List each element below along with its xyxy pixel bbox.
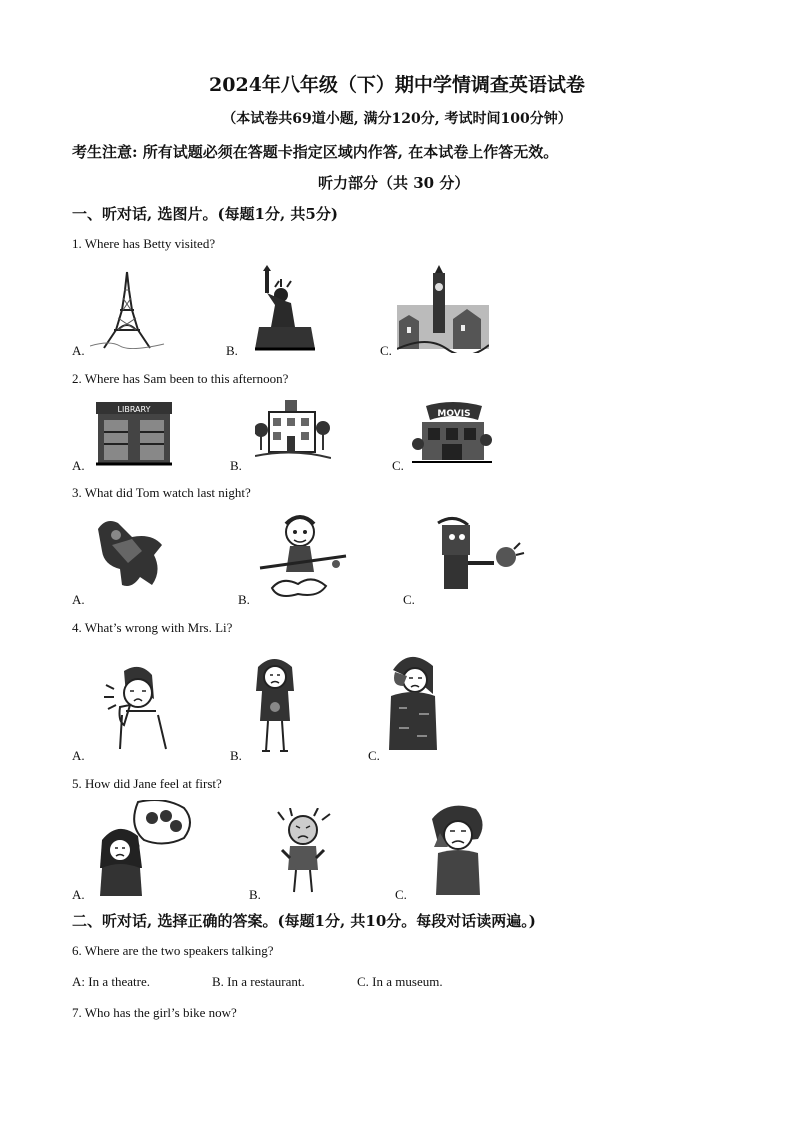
eiffel-tower-icon: [90, 270, 165, 350]
angry-girl-icon: [272, 808, 334, 894]
q4-option-c: C.: [368, 748, 380, 763]
q2-option-c: C.: [392, 458, 404, 473]
q3-option-c: C.: [403, 592, 415, 607]
library-icon: [96, 402, 172, 466]
q6-option-b: B. In a restaurant.: [212, 974, 305, 989]
question-1: 1. Where has Betty visited?: [72, 236, 216, 251]
q1-option-c: C.: [380, 343, 392, 358]
exam-notice: 考生注意: 所有试题必须在答题卡指定区域内作答, 在本试卷上作答无效。: [72, 143, 559, 161]
q6-option-a: A: In a theatre.: [72, 974, 150, 989]
q3-option-b: B.: [238, 592, 250, 607]
q6-option-c: C. In a museum.: [357, 974, 443, 989]
question-4: 4. What’s wrong with Mrs. Li?: [72, 620, 233, 635]
q5-option-c: C.: [395, 887, 407, 902]
q4-option-b: B.: [230, 748, 242, 763]
question-5: 5. How did Jane feel at first?: [72, 776, 222, 791]
q1-option-a: A.: [72, 343, 85, 358]
q3-option-a: A.: [72, 592, 85, 607]
q4-option-a: A.: [72, 748, 85, 763]
cartoon-character-icon: [428, 513, 528, 593]
monkey-king-icon: [258, 510, 348, 600]
page-title: 2024年八年级（下）期中学情调查英语试卷: [209, 74, 585, 96]
section-2-heading: 二、听对话, 选择正确的答案。(每题1分, 共10分。每段对话读两遍。): [72, 912, 536, 930]
statue-of-liberty-icon: [245, 265, 325, 355]
question-3: 3. What did Tom watch last night?: [72, 485, 251, 500]
lonely-girl-icon: [98, 800, 194, 896]
headache-woman-icon: [385, 652, 441, 752]
q1-option-b: B.: [226, 343, 238, 358]
toothache-woman-icon: [100, 665, 170, 751]
school-building-icon: [255, 400, 331, 464]
q2-option-a: A.: [72, 458, 85, 473]
big-ben-icon: [397, 265, 489, 353]
q2-option-b: B.: [230, 458, 242, 473]
q5-option-a: A.: [72, 887, 85, 902]
svg-text:MOVIS: MOVIS: [437, 409, 471, 419]
stomachache-woman-icon: [250, 655, 300, 755]
movie-theater-icon: [412, 400, 492, 466]
question-7: 7. Who has the girl’s bike now?: [72, 1005, 237, 1020]
question-6: 6. Where are the two speakers talking?: [72, 943, 274, 958]
svg-text:LIBRARY: LIBRARY: [117, 405, 151, 414]
section-1-heading: 一、听对话, 选图片。(每题1分, 共5分): [72, 205, 338, 223]
exam-info: （本试卷共69道小题, 满分120分, 考试时间100分钟）: [222, 111, 572, 127]
flying-hero-icon: [92, 515, 168, 593]
q5-option-b: B.: [249, 887, 261, 902]
question-2: 2. Where has Sam been to this afternoon?: [72, 371, 289, 386]
worried-boy-icon: [428, 803, 488, 895]
listening-part-heading: 听力部分（共 30 分）: [318, 174, 470, 192]
